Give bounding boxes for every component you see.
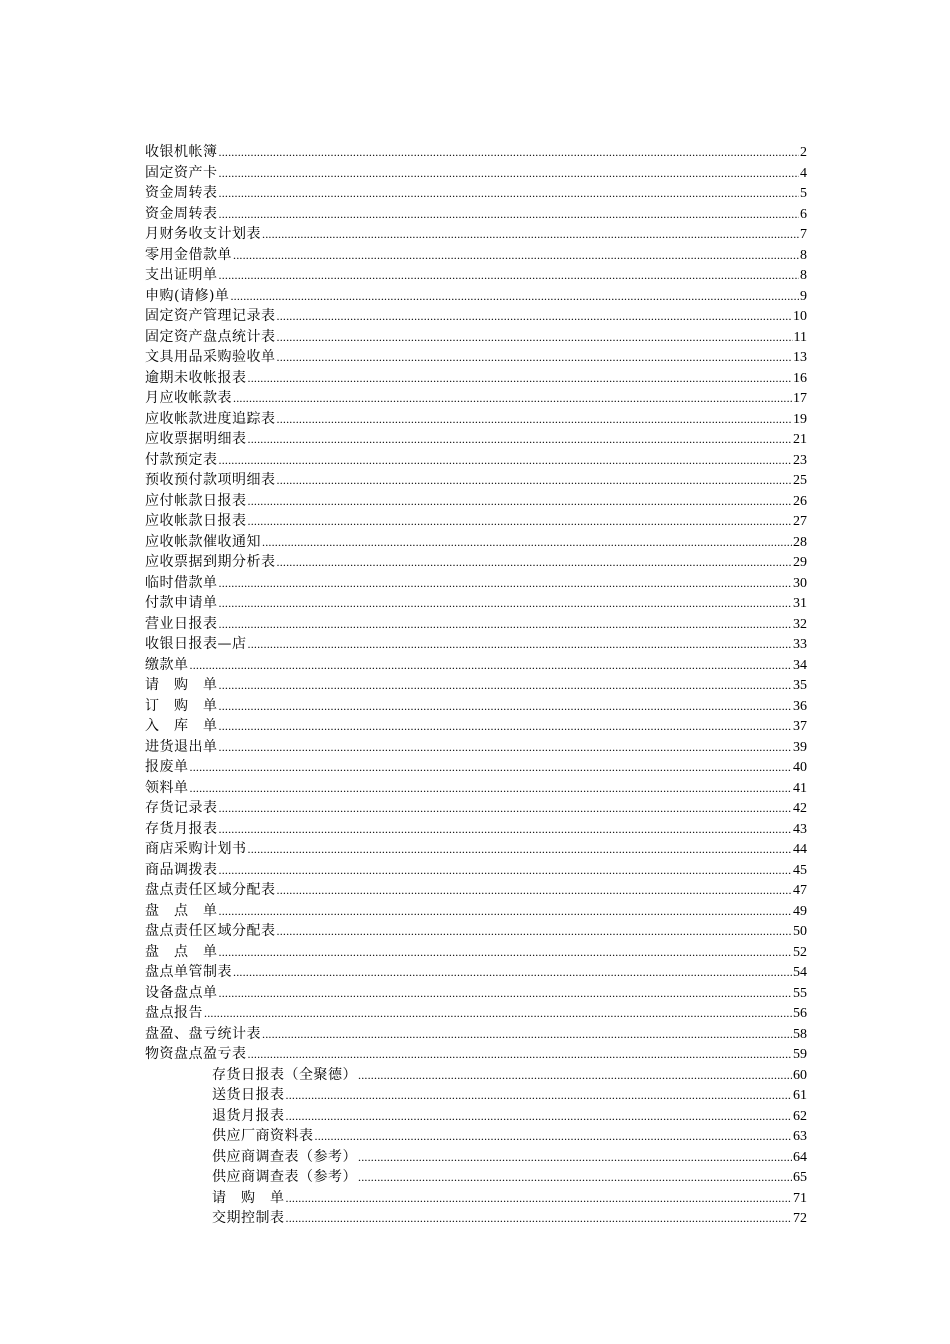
toc-entry[interactable] bbox=[145, 737, 807, 758]
toc-entry[interactable] bbox=[145, 614, 807, 635]
toc-dot-leader bbox=[219, 860, 793, 881]
toc-entry[interactable] bbox=[145, 470, 807, 491]
toc-entry[interactable] bbox=[145, 819, 807, 840]
toc-entry[interactable] bbox=[145, 1085, 807, 1106]
toc-entry-title: 固定资产卡 bbox=[145, 164, 218, 181]
toc-entry-title: 设备盘点单 bbox=[145, 984, 218, 1001]
toc-entry[interactable] bbox=[145, 921, 807, 942]
toc-entry-page-number: 34 bbox=[793, 657, 807, 673]
toc-dot-leader bbox=[277, 347, 793, 368]
toc-entry-page-number: 59 bbox=[793, 1047, 807, 1062]
toc-entry-page-number: 42 bbox=[793, 801, 807, 816]
toc-entry-page-number: 50 bbox=[793, 924, 807, 939]
toc-entry-title: 收银日报表—店 bbox=[145, 636, 247, 652]
toc-entry[interactable] bbox=[145, 1167, 807, 1188]
toc-dot-leader bbox=[233, 962, 792, 983]
toc-entry[interactable] bbox=[145, 675, 807, 696]
toc-entry[interactable] bbox=[145, 1024, 807, 1045]
toc-entry-page-number: 8 bbox=[800, 268, 807, 283]
toc-dot-leader bbox=[358, 1147, 792, 1168]
toc-dot-leader bbox=[219, 163, 800, 184]
toc-dot-leader bbox=[286, 1188, 793, 1209]
toc-entry-page-number: 17 bbox=[793, 391, 807, 406]
toc-entry-title: 商店采购计划书 bbox=[145, 841, 247, 857]
toc-entry-title: 盘点责任区域分配表 bbox=[145, 882, 276, 898]
toc-entry-page-number: 43 bbox=[793, 821, 807, 837]
toc-entry-page-number: 16 bbox=[793, 370, 807, 386]
toc-entry-title: 报废单 bbox=[145, 759, 189, 775]
toc-dot-leader bbox=[358, 1167, 792, 1188]
toc-entry-page-number: 71 bbox=[793, 1190, 807, 1206]
toc-entry-page-number: 4 bbox=[800, 165, 807, 181]
toc-entry[interactable] bbox=[145, 245, 807, 266]
toc-entry-title: 零用金借款单 bbox=[145, 246, 232, 263]
toc-dot-leader bbox=[277, 306, 793, 327]
toc-dot-leader bbox=[219, 142, 800, 163]
toc-entry-title: 固定资产管理记录表 bbox=[145, 308, 276, 324]
toc-entry-title: 预收预付款项明细表 bbox=[145, 472, 276, 488]
toc-entry-title: 盘盈、盘亏统计表 bbox=[145, 1025, 261, 1042]
toc-entry-page-number: 29 bbox=[793, 555, 807, 570]
toc-entry[interactable] bbox=[145, 880, 807, 901]
toc-entry-page-number: 62 bbox=[793, 1108, 807, 1124]
toc-entry-title: 应收帐款催收通知 bbox=[145, 533, 261, 550]
toc-dot-leader bbox=[277, 409, 793, 430]
toc-entry-title: 盘点单管制表 bbox=[145, 964, 232, 980]
toc-entry-page-number: 6 bbox=[800, 206, 807, 222]
toc-entry[interactable] bbox=[145, 1065, 807, 1086]
toc-dot-leader bbox=[248, 491, 793, 512]
toc-entry-page-number: 60 bbox=[793, 1067, 807, 1083]
toc-entry-title: 缴款单 bbox=[145, 656, 189, 673]
toc-dot-leader bbox=[219, 942, 793, 963]
toc-entry[interactable] bbox=[145, 450, 807, 471]
toc-entry-page-number: 7 bbox=[800, 227, 807, 242]
toc-entry-page-number: 35 bbox=[793, 678, 807, 693]
toc-entry-title: 存货月报表 bbox=[145, 820, 218, 837]
toc-entry[interactable] bbox=[145, 860, 807, 881]
toc-entry-page-number: 36 bbox=[793, 698, 807, 714]
toc-dot-leader bbox=[248, 429, 793, 450]
toc-entry-page-number: 10 bbox=[793, 309, 807, 324]
toc-entry[interactable] bbox=[145, 798, 807, 819]
toc-entry[interactable] bbox=[145, 1106, 807, 1127]
toc-entry-title: 资金周转表 bbox=[145, 205, 218, 222]
toc-dot-leader bbox=[277, 327, 793, 348]
toc-entry-page-number: 52 bbox=[793, 944, 807, 960]
toc-entry-title: 存货日报表（全聚德） bbox=[212, 1066, 357, 1083]
toc-entry-page-number: 37 bbox=[793, 719, 807, 734]
toc-dot-leader bbox=[219, 696, 793, 717]
toc-entry[interactable] bbox=[145, 306, 807, 327]
toc-dot-leader bbox=[233, 245, 799, 266]
toc-entry-page-number: 13 bbox=[793, 350, 807, 365]
toc-entry[interactable] bbox=[145, 962, 807, 983]
toc-dot-leader bbox=[358, 1065, 792, 1086]
toc-entry-title: 物资盘点盈亏表 bbox=[145, 1046, 247, 1062]
toc-entry[interactable] bbox=[145, 1208, 807, 1229]
toc-entry[interactable] bbox=[145, 409, 807, 430]
toc-entry-title: 申购(请修)单 bbox=[145, 287, 230, 304]
toc-dot-leader bbox=[233, 388, 792, 409]
toc-dot-leader bbox=[248, 634, 793, 655]
toc-entry-title: 退货月报表 bbox=[212, 1107, 285, 1124]
toc-dot-leader bbox=[219, 798, 793, 819]
toc-entry-page-number: 30 bbox=[793, 575, 807, 591]
toc-entry-title: 文具用品采购验收单 bbox=[145, 349, 276, 365]
toc-dot-leader bbox=[219, 675, 793, 696]
toc-dot-leader bbox=[230, 286, 799, 307]
toc-entry-page-number: 47 bbox=[793, 883, 807, 898]
toc-dot-leader bbox=[219, 983, 793, 1004]
toc-dot-leader bbox=[262, 1024, 792, 1045]
toc-entry-page-number: 32 bbox=[793, 616, 807, 632]
toc-entry-page-number: 40 bbox=[793, 760, 807, 775]
toc-entry[interactable] bbox=[145, 634, 807, 655]
toc-entry[interactable] bbox=[145, 388, 807, 409]
toc-dot-leader bbox=[248, 839, 793, 860]
toc-dot-leader bbox=[286, 1106, 793, 1127]
toc-entry-page-number: 5 bbox=[800, 186, 807, 201]
toc-entry[interactable] bbox=[145, 593, 807, 614]
toc-entry-page-number: 72 bbox=[793, 1211, 807, 1226]
toc-dot-leader bbox=[277, 470, 793, 491]
toc-entry-page-number: 61 bbox=[793, 1088, 807, 1103]
toc-dot-leader bbox=[219, 573, 793, 594]
toc-entry-title: 逾期未收帐报表 bbox=[145, 369, 247, 386]
toc-entry-title: 盘点责任区域分配表 bbox=[145, 923, 276, 939]
toc-entry-page-number: 19 bbox=[793, 411, 807, 427]
toc-entry-page-number: 11 bbox=[793, 329, 807, 345]
toc-entry-title: 付款预定表 bbox=[145, 451, 218, 468]
toc-entry[interactable] bbox=[145, 491, 807, 512]
toc-dot-leader bbox=[277, 552, 793, 573]
toc-dot-leader bbox=[219, 204, 800, 225]
toc-entry-title: 临时借款单 bbox=[145, 574, 218, 591]
toc-entry-page-number: 63 bbox=[793, 1129, 807, 1144]
toc-entry[interactable] bbox=[145, 552, 807, 573]
toc-entry-title: 应收票据到期分析表 bbox=[145, 554, 276, 570]
toc-entry-page-number: 58 bbox=[793, 1026, 807, 1042]
toc-entry-page-number: 56 bbox=[793, 1006, 807, 1021]
toc-entry[interactable] bbox=[145, 368, 807, 389]
toc-entry[interactable] bbox=[145, 696, 807, 717]
toc-dot-leader bbox=[248, 511, 793, 532]
toc-entry[interactable] bbox=[145, 778, 807, 799]
toc-dot-leader bbox=[315, 1126, 793, 1147]
toc-entry-page-number: 28 bbox=[793, 534, 807, 550]
toc-entry[interactable] bbox=[145, 429, 807, 450]
toc-dot-leader bbox=[248, 1044, 793, 1065]
toc-entry-title: 进货退出单 bbox=[145, 738, 218, 755]
toc-entry[interactable] bbox=[145, 286, 807, 307]
toc-dot-leader bbox=[219, 901, 793, 922]
toc-entry-title: 领料单 bbox=[145, 779, 189, 796]
toc-entry-title: 营业日报表 bbox=[145, 615, 218, 632]
toc-entry-title: 商品调拨表 bbox=[145, 861, 218, 878]
toc-entry[interactable] bbox=[145, 942, 807, 963]
toc-entry-title: 应收帐款进度追踪表 bbox=[145, 410, 276, 427]
toc-dot-leader bbox=[190, 778, 793, 799]
toc-dot-leader bbox=[262, 224, 799, 245]
toc-entry[interactable] bbox=[145, 655, 807, 676]
toc-entry[interactable] bbox=[145, 183, 807, 204]
toc-dot-leader bbox=[219, 819, 793, 840]
toc-dot-leader bbox=[277, 921, 793, 942]
toc-entry[interactable] bbox=[145, 983, 807, 1004]
toc-entry-title: 盘 点 单 bbox=[145, 902, 218, 919]
toc-entry[interactable] bbox=[145, 573, 807, 594]
toc-entry-page-number: 25 bbox=[793, 473, 807, 488]
toc-entry-title: 资金周转表 bbox=[145, 185, 218, 201]
toc-dot-leader bbox=[286, 1208, 793, 1229]
toc-entry-title: 请 购 单 bbox=[212, 1189, 285, 1206]
toc-entry-title: 供应商调查表（参考） bbox=[212, 1169, 357, 1185]
toc-entry[interactable] bbox=[145, 265, 807, 286]
toc-entry[interactable] bbox=[145, 163, 807, 184]
toc-dot-leader bbox=[219, 183, 800, 204]
toc-entry-page-number: 27 bbox=[793, 514, 807, 529]
toc-dot-leader bbox=[219, 716, 793, 737]
table-of-contents bbox=[145, 142, 807, 1229]
toc-entry-title: 付款申请单 bbox=[145, 595, 218, 611]
toc-entry[interactable] bbox=[145, 327, 807, 348]
toc-entry-page-number: 39 bbox=[793, 739, 807, 755]
toc-entry[interactable] bbox=[145, 1188, 807, 1209]
toc-entry-title: 月财务收支计划表 bbox=[145, 226, 261, 242]
toc-dot-leader bbox=[219, 593, 793, 614]
toc-entry-page-number: 31 bbox=[793, 596, 807, 611]
toc-dot-leader bbox=[219, 614, 793, 635]
toc-entry[interactable] bbox=[145, 839, 807, 860]
toc-dot-leader bbox=[219, 265, 800, 286]
toc-entry-page-number: 65 bbox=[793, 1170, 807, 1185]
toc-entry[interactable] bbox=[145, 1147, 807, 1168]
toc-entry[interactable] bbox=[145, 204, 807, 225]
toc-entry-page-number: 33 bbox=[793, 637, 807, 652]
toc-dot-leader bbox=[190, 757, 793, 778]
toc-entry-title: 盘 点 单 bbox=[145, 943, 218, 960]
toc-entry[interactable] bbox=[145, 1003, 807, 1024]
toc-entry-page-number: 26 bbox=[793, 493, 807, 509]
toc-entry-page-number: 41 bbox=[793, 780, 807, 796]
toc-entry[interactable] bbox=[145, 142, 807, 163]
toc-entry-page-number: 23 bbox=[793, 452, 807, 468]
toc-entry-page-number: 64 bbox=[793, 1149, 807, 1165]
toc-dot-leader bbox=[190, 655, 793, 676]
toc-entry-page-number: 49 bbox=[793, 903, 807, 919]
toc-entry[interactable] bbox=[145, 532, 807, 553]
toc-entry-page-number: 54 bbox=[793, 965, 807, 980]
toc-entry-page-number: 8 bbox=[800, 247, 807, 263]
toc-entry[interactable] bbox=[145, 757, 807, 778]
toc-entry-page-number: 45 bbox=[793, 862, 807, 878]
toc-entry-title: 送货日报表 bbox=[212, 1087, 285, 1103]
toc-entry-title: 应收票据明细表 bbox=[145, 431, 247, 447]
toc-dot-leader bbox=[204, 1003, 792, 1024]
toc-entry-title: 应收帐款日报表 bbox=[145, 513, 247, 529]
toc-entry[interactable] bbox=[145, 224, 807, 245]
toc-entry-title: 月应收帐款表 bbox=[145, 390, 232, 406]
toc-dot-leader bbox=[262, 532, 792, 553]
toc-entry-title: 供应商调查表（参考） bbox=[212, 1148, 357, 1165]
toc-entry-title: 供应厂商资料表 bbox=[212, 1128, 314, 1144]
toc-dot-leader bbox=[277, 880, 793, 901]
toc-entry-title: 固定资产盘点统计表 bbox=[145, 328, 276, 345]
toc-entry[interactable] bbox=[145, 901, 807, 922]
toc-entry-title: 入 库 单 bbox=[145, 718, 218, 734]
toc-entry-title: 订 购 单 bbox=[145, 697, 218, 714]
toc-entry-title: 应付帐款日报表 bbox=[145, 492, 247, 509]
toc-entry-title: 请 购 单 bbox=[145, 677, 218, 693]
toc-entry-title: 收银机帐簿 bbox=[145, 144, 218, 160]
toc-entry[interactable] bbox=[145, 1126, 807, 1147]
toc-entry[interactable] bbox=[145, 716, 807, 737]
toc-entry-page-number: 44 bbox=[793, 842, 807, 857]
toc-entry[interactable] bbox=[145, 347, 807, 368]
toc-entry-title: 盘点报告 bbox=[145, 1005, 203, 1021]
toc-entry-page-number: 55 bbox=[793, 985, 807, 1001]
toc-entry-title: 支出证明单 bbox=[145, 267, 218, 283]
toc-dot-leader bbox=[286, 1085, 793, 1106]
toc-dot-leader bbox=[219, 737, 793, 758]
toc-entry-page-number: 21 bbox=[793, 432, 807, 447]
toc-entry[interactable] bbox=[145, 511, 807, 532]
toc-dot-leader bbox=[219, 450, 793, 471]
toc-entry-page-number: 9 bbox=[800, 288, 807, 304]
toc-entry[interactable] bbox=[145, 1044, 807, 1065]
toc-dot-leader bbox=[248, 368, 793, 389]
toc-entry-page-number: 2 bbox=[800, 145, 807, 160]
toc-entry-title: 交期控制表 bbox=[212, 1210, 285, 1226]
toc-entry-title: 存货记录表 bbox=[145, 800, 218, 816]
